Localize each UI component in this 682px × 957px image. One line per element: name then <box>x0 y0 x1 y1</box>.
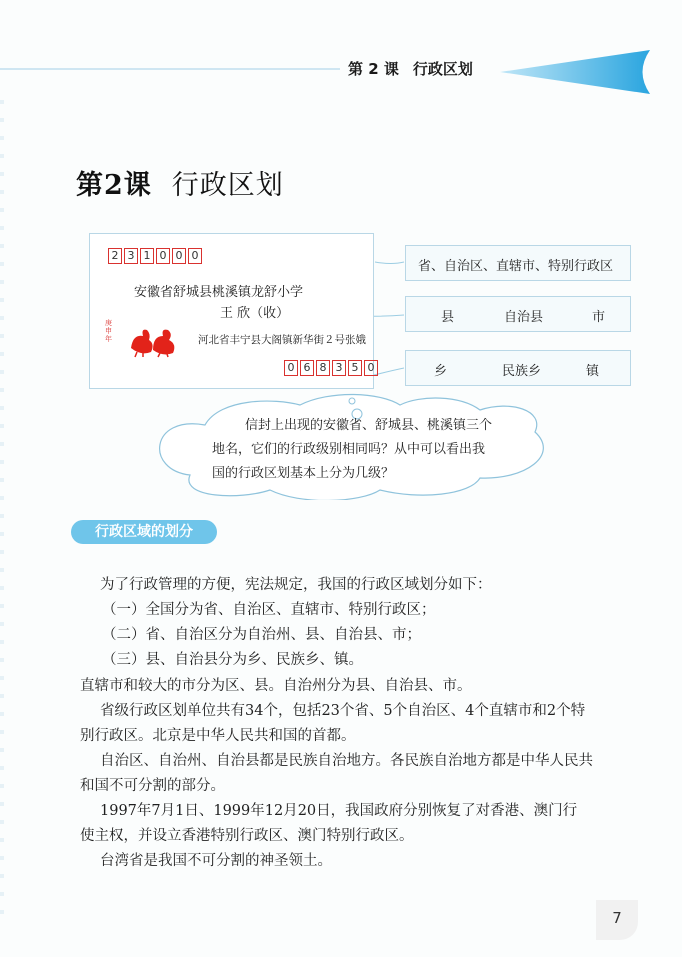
zip-digit: 3 <box>124 248 138 264</box>
body-line: 省级行政区划单位共有34个，包括23个省、5个自治区、4个直辖市和2个特 <box>100 703 586 719</box>
lesson-topic: 行政区划 <box>171 170 284 201</box>
body-line: 和国不可分割的部分。 <box>80 778 225 794</box>
level-label: 自治县 <box>504 310 544 325</box>
stamp-seal: 庚申年 <box>105 319 112 343</box>
body-line: （二）省、自治区分为自治州、县、自治县、市； <box>102 627 421 643</box>
level-label: 民族乡 <box>502 364 542 379</box>
level-label: 镇 <box>586 364 600 379</box>
zip-digit: 1 <box>140 248 154 264</box>
zip-digit: 0 <box>364 360 378 376</box>
zip-digit: 0 <box>188 248 202 264</box>
zip-digit: 8 <box>316 360 330 376</box>
zip-digit: 0 <box>284 360 298 376</box>
zip-digit: 0 <box>172 248 186 264</box>
body-line: 使主权，并设立香港特别行政区、澳门特别行政区。 <box>80 828 414 844</box>
body-line: 1997年7月1日、1999年12月20日，我国政府分别恢复了对香港、澳门行 <box>100 803 578 819</box>
body-line: （一）全国分为省、自治区、直辖市、特别行政区； <box>102 602 436 618</box>
level-label: 乡 <box>434 364 448 379</box>
body-line: 直辖市和较大的市分为区、县。自治州分为县、自治县、市。 <box>80 678 472 694</box>
recipient-name: 王 欣（收） <box>220 306 290 321</box>
level-box-township <box>405 350 631 386</box>
zip-digit: 2 <box>108 248 122 264</box>
body-line: 为了行政管理的方便，宪法规定，我国的行政区域划分如下： <box>100 577 492 593</box>
page-number: 7 <box>596 900 638 940</box>
zip-digit: 6 <box>300 360 314 376</box>
body-line: 自治区、自治州、自治县都是民族自治地方。各民族自治地方都是中华人民共 <box>100 753 593 769</box>
body-line: 别行政区。北京是中华人民共和国的首都。 <box>80 728 356 744</box>
level-box-province <box>405 245 631 281</box>
sender-zipcode <box>284 360 380 376</box>
bubble-line: 国的行政区划基本上分为几级？ <box>212 466 395 481</box>
lesson-number: 第2课 <box>76 170 152 201</box>
envelope-illustration <box>89 233 374 389</box>
bubble-line: 地名，它们的行政级别相同吗？从中可以看出我 <box>212 442 486 457</box>
level-box-county <box>405 296 631 332</box>
section-tag: 行政区域的划分 <box>71 520 217 544</box>
zip-digit: 0 <box>156 248 170 264</box>
level-label: 市 <box>592 310 606 325</box>
level-label: 县 <box>441 310 455 325</box>
running-header-topic: 行政区划 <box>412 60 473 78</box>
body-line: 台湾省是我国不可分割的神圣领土。 <box>100 853 332 869</box>
rooster-stamp-icon <box>127 324 179 358</box>
zip-digit: 5 <box>348 360 362 376</box>
body-line: （三）县、自治县分为乡、民族乡、镇。 <box>102 652 363 668</box>
sender-address: 河北省丰宁县大阁镇新华街２号张娥 <box>198 334 366 346</box>
running-header-lesson: 第 2 课 <box>348 60 399 78</box>
level-label: 省、自治区、直辖市、特别行政区 <box>418 259 614 274</box>
recipient-zipcode <box>108 248 204 264</box>
bubble-line: 信封上出现的安徽省、舒城县、桃溪镇三个 <box>245 418 493 433</box>
zip-digit: 3 <box>332 360 346 376</box>
recipient-address: 安徽省舒城县桃溪镇龙舒小学 <box>134 285 304 300</box>
